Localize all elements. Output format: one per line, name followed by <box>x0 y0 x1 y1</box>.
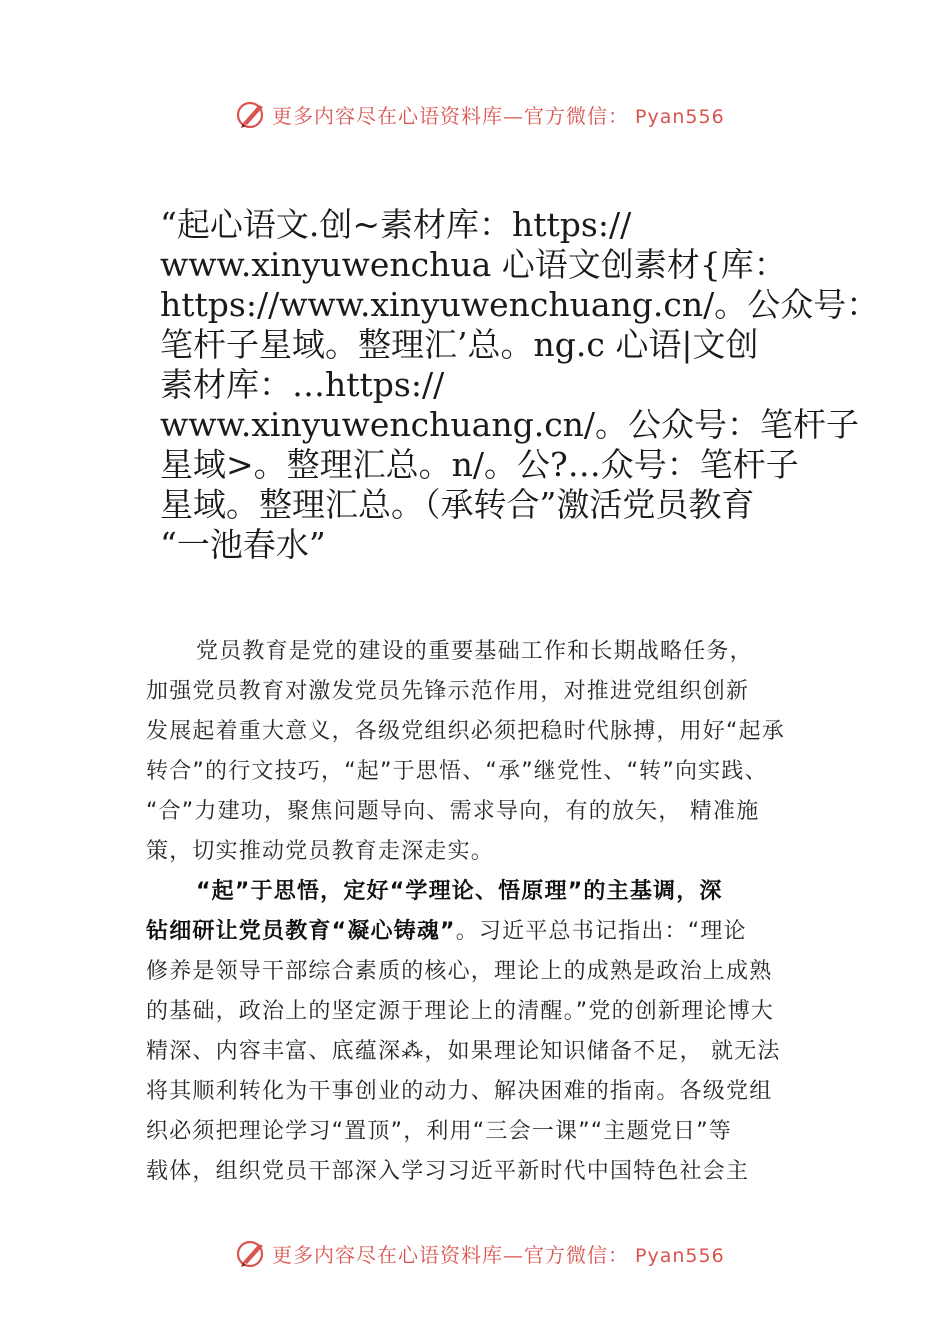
title-line: 星域>。整理汇总。n/。公?…众号：笔杆子 <box>160 445 799 484</box>
paragraph-intro <box>146 632 826 872</box>
text-line: 策，切实推动党员教育走深走实。 <box>146 839 495 864</box>
text-line: 发展起着重大意义，各级党组织必须把稳时代脉搏，用好“起承 <box>146 719 785 744</box>
text-line: 转合”的行文技巧，“起”于思悟、“承”继党性、“转”向实践、 <box>146 759 768 784</box>
text-line: 精深、内容丰富、底蕴深⁂，如果理论知识储备不足， 就无法 <box>146 1039 781 1064</box>
title-line: www.xinyuwenchuang.cn/。公众号：笔杆子 <box>160 405 860 444</box>
text-line <box>146 912 826 952</box>
text-line: 将其顺利转化为干事创业的动力、解决困难的指南。各级党组 <box>146 1079 773 1104</box>
section-heading-line: “起”于思悟，定好“学理论、悟原理”的主基调，深 <box>196 879 723 904</box>
banner-wechat: Pyan556 <box>635 105 725 128</box>
banner-text: 更多内容尽在心语资料库—官方微信： Pyan556 <box>272 1242 725 1267</box>
footer-banner <box>234 1236 754 1270</box>
section-heading-tail: 钻细研让党员教育“凝心铸魂” <box>146 919 456 944</box>
document-body <box>146 632 826 1192</box>
text-line: 党员教育是党的建设的重要基础工作和长期战略任务， <box>196 639 753 664</box>
text-line: 织必须把理论学习“置顶”，利用“三会一课”“主题党日”等 <box>146 1119 732 1144</box>
text-line: “合”力建功，聚焦问题导向、需求导向，有的放矢， 精准施 <box>146 799 760 824</box>
title-line: “一池春水” <box>160 525 326 564</box>
banner-wechat: Pyan556 <box>635 1244 725 1267</box>
title-line: https://www.xinyuwenchuang.cn/。公众号： <box>160 285 880 324</box>
pen-logo-icon <box>234 1236 268 1270</box>
title-line: 笔杆子星域。整理汇’总。ng.c 心语|文创 <box>160 325 759 364</box>
text-line: 的基础，政治上的坚定源于理论上的清醒。”党的创新理论博大 <box>146 999 774 1024</box>
banner-text: 更多内容尽在心语资料库—官方微信： Pyan556 <box>272 103 725 128</box>
title-line: “起心语文.创~素材库：https:// <box>160 205 632 244</box>
header-banner <box>234 97 754 131</box>
text-line: 加强党员教育对激发党员先锋示范作用，对推进党组织创新 <box>146 679 750 704</box>
title-line: 星域。整理汇总。（承转合”激活党员教育 <box>160 485 755 524</box>
title-line: 素材库：…https:// <box>160 365 445 404</box>
text-fragment: 。习近平总书记指出：“理论 <box>455 919 747 944</box>
title-line: www.xinyuwenchua 心语文创素材{库： <box>160 245 787 284</box>
pen-logo-icon <box>234 97 268 131</box>
text-line: 修养是领导干部综合素质的核心，理论上的成熟是政治上成熟 <box>146 959 773 984</box>
paragraph-qi <box>146 872 826 1192</box>
text-line: 载体，组织党员干部深入学习习近平新时代中国特色社会主 <box>146 1159 750 1184</box>
document-title <box>160 205 880 565</box>
